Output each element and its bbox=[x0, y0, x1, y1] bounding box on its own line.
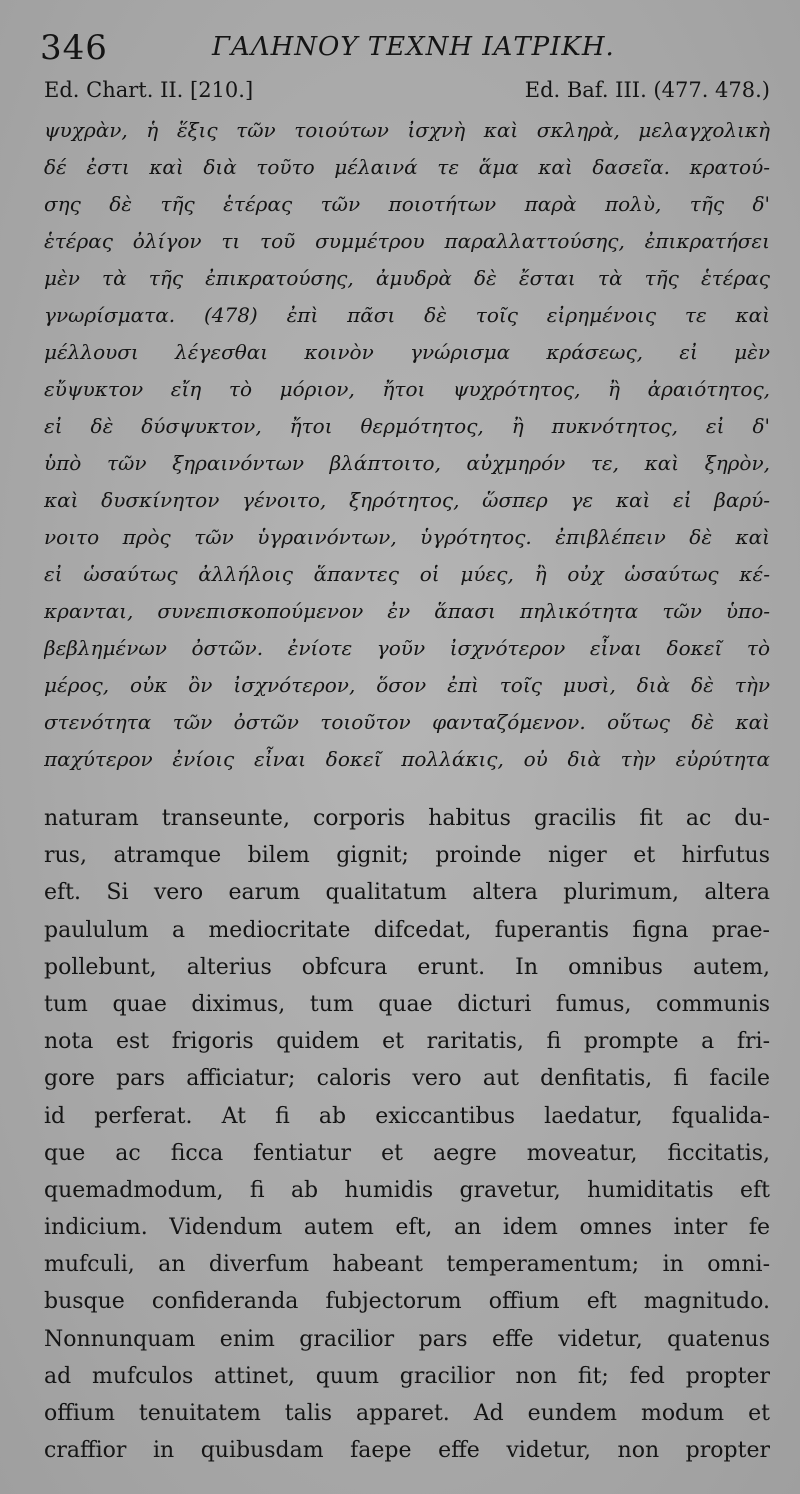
greek-text-line: στενότητα τῶν ὀστῶν τοιοῦτον φανταζόμενον. οὕτως δὲ καὶ bbox=[44, 710, 770, 734]
page-number: 346 bbox=[40, 28, 108, 68]
edition-chartier-ref: Ed. Chart. II. [210.] bbox=[44, 78, 254, 102]
latin-text-line: gore pars afficiatur; caloris vero aut denfitatis, fi facile bbox=[44, 1066, 770, 1092]
latin-text-line: busque confideranda fubjectorum offium eft magnitudo. bbox=[44, 1289, 770, 1315]
latin-text-line: tum quae diximus, tum quae dicturi fumus, communis bbox=[44, 991, 770, 1017]
greek-text-line: ψυχρὰν, ἡ ἕξις τῶν τοιούτων ἰσχνὴ καὶ σκληρὰ, μελαγχολικὴ bbox=[44, 118, 770, 142]
latin-text-line: ad mufculos attinet, quum gracilior non fit; fed propter bbox=[44, 1363, 770, 1389]
latin-text-block bbox=[44, 800, 770, 1469]
latin-text-line: pollebunt, alterius obfcura erunt. In omnibus autem, bbox=[44, 954, 770, 980]
running-title: ΓΑΛΗΝΟΥ ΤΕΧΝΗ ΙΑΤΡΙΚΗ. bbox=[212, 32, 615, 62]
greek-text-line: εἰ δὲ δύσψυκτον, ἤτοι θερμότητος, ἢ πυκνότητος, εἰ δ' bbox=[44, 414, 770, 438]
greek-text-line: βεβλημένων ὀστῶν. ἐνίοτε γοῦν ἰσχνότερον εἶναι δοκεῖ τὸ bbox=[44, 636, 770, 660]
latin-text-line: id perferat. At fi ab exiccantibus laedatur, fqualida- bbox=[44, 1103, 770, 1129]
latin-text-line: rus, atramque bilem gignit; proinde niger et hirfutus bbox=[44, 843, 770, 869]
latin-text-line: quemadmodum, fi ab humidis gravetur, humiditatis eft bbox=[44, 1177, 770, 1203]
latin-text-line: naturam transeunte, corporis habitus gracilis fit ac du- bbox=[44, 806, 770, 831]
latin-text-line: nota est frigoris quidem et raritatis, fi prompte a fri- bbox=[44, 1029, 770, 1055]
edition-basel-ref: Ed. Baf. III. (477. 478.) bbox=[524, 78, 770, 102]
greek-text-line: εἰ ὡσαύτως ἀλλήλοις ἅπαντες οἱ μύες, ἢ οὐχ ὡσαύτως κέ- bbox=[44, 562, 770, 586]
latin-text-line: eft. Si vero earum qualitatum altera plurimum, altera bbox=[44, 880, 770, 906]
latin-text-line: mufculi, an diverfum habeant temperamentum; in omni- bbox=[44, 1252, 770, 1278]
latin-text-line: indicium. Videndum autem eft, an idem omnes inter fe bbox=[44, 1215, 770, 1241]
greek-text-line: σης δὲ τῆς ἑτέρας τῶν ποιοτήτων παρὰ πολὺ, τῆς δ' bbox=[44, 192, 770, 216]
latin-text-line: paululum a mediocritate difcedat, fuperantis figna prae- bbox=[44, 917, 770, 943]
latin-text-line: Nonnunquam enim gracilior pars effe videtur, quatenus bbox=[44, 1326, 770, 1352]
greek-text-block bbox=[44, 112, 770, 778]
latin-text-line: craffior in quibusdam faepe effe videtur, non propter bbox=[44, 1438, 770, 1464]
edition-references bbox=[44, 78, 770, 106]
greek-text-line: νοιτο πρὸς τῶν ὑγραινόντων, ὑγρότητος. ἐπιβλέπειν δὲ καὶ bbox=[44, 525, 770, 549]
greek-text-line: ἑτέρας ὀλίγον τι τοῦ συμμέτρου παραλλαττούσης, ἐπικρατήσει bbox=[44, 229, 770, 253]
latin-text-line: que ac ficca fentiatur et aegre moveatur, ficcitatis, bbox=[44, 1140, 770, 1166]
greek-text-line: μὲν τὰ τῆς ἐπικρατούσης, ἀμυδρὰ δὲ ἔσται τὰ τῆς ἑτέρας bbox=[44, 266, 770, 290]
greek-text-line: μέρος, οὐκ ὂν ἰσχνότερον, ὅσον ἐπὶ τοῖς μυσὶ, διὰ δὲ τὴν bbox=[44, 673, 770, 697]
greek-text-line: καὶ δυσκίνητον γένοιτο, ξηρότητος, ὥσπερ γε καὶ εἰ βαρύ- bbox=[44, 488, 770, 512]
greek-text-line: κρανται, συνεπισκοπούμενον ἐν ἅπασι πηλικότητα τῶν ὑπο- bbox=[44, 599, 770, 623]
greek-text-line: δέ ἐστι καὶ διὰ τοῦτο μέλαινά τε ἅμα καὶ δασεῖα. κρατού- bbox=[44, 155, 770, 179]
greek-text-line: μέλλουσι λέγεσθαι κοινὸν γνώρισμα κράσεως, εἰ μὲν bbox=[44, 340, 770, 364]
greek-text-line: ὑπὸ τῶν ξηραινόντων βλάπτοιτο, αὐχμηρόν τε, καὶ ξηρὸν, bbox=[44, 451, 770, 475]
greek-text-line: γνωρίσματα. (478) ἐπὶ πᾶσι δὲ τοῖς εἰρημένοις τε καὶ bbox=[44, 303, 770, 327]
greek-text-line: εὔψυκτον εἴη τὸ μόριον, ἤτοι ψυχρότητος, ἢ ἀραιότητος, bbox=[44, 377, 770, 401]
latin-text-line: offium tenuitatem talis apparet. Ad eundem modum et bbox=[44, 1401, 770, 1426]
greek-text-line: παχύτερον ἐνίοις εἶναι δοκεῖ πολλάκις, οὐ διὰ τὴν εὐρύτητα bbox=[44, 747, 770, 771]
page-header bbox=[40, 28, 780, 72]
